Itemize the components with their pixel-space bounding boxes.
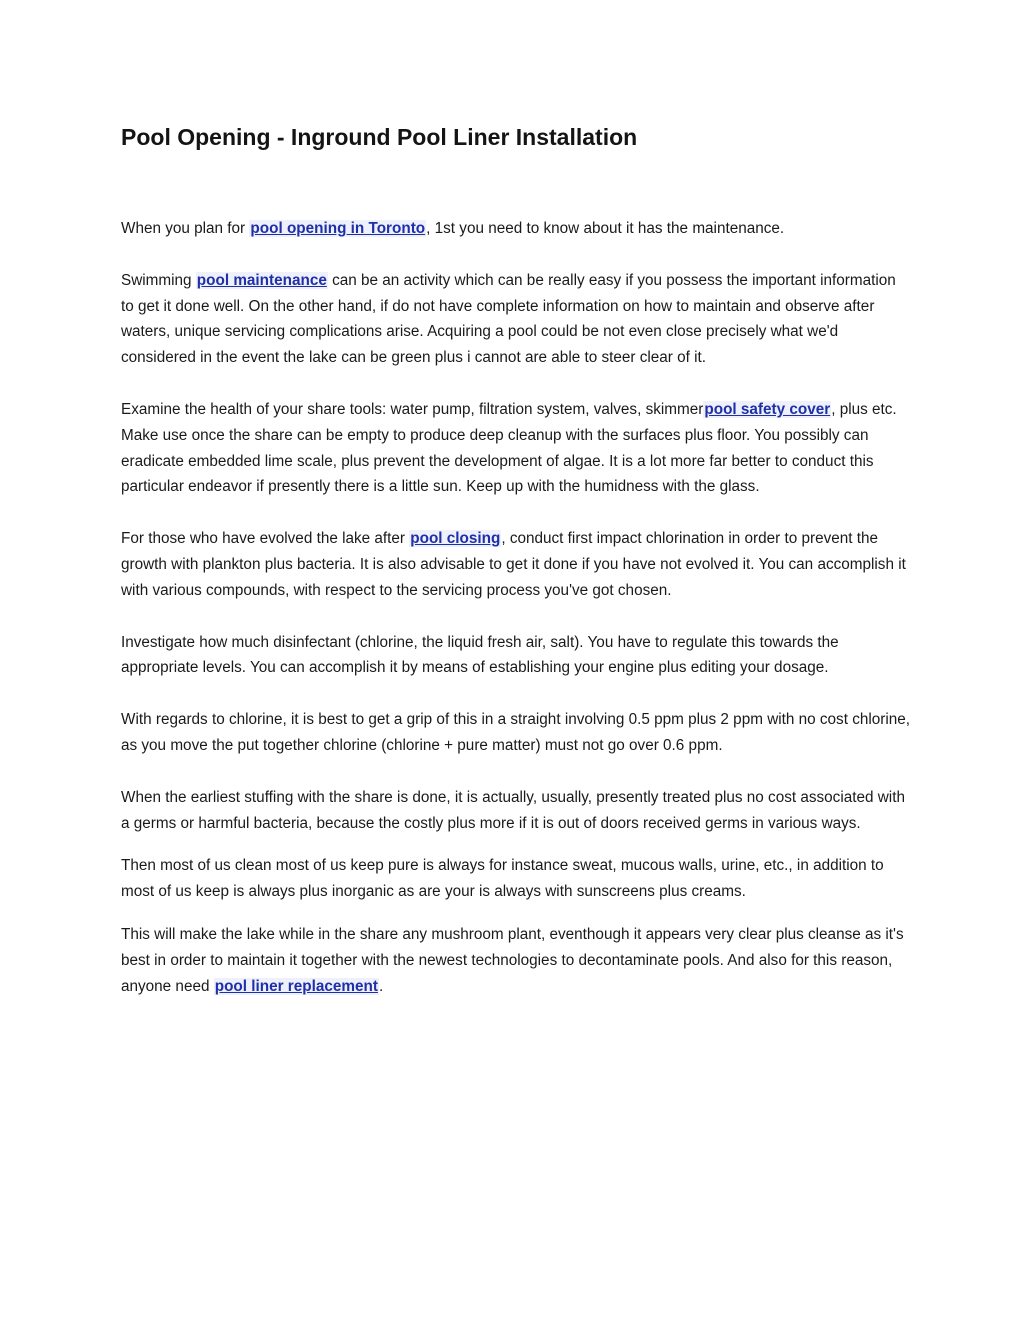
paragraph-share-tools <box>121 397 911 500</box>
paragraph-pool-liner <box>121 922 911 999</box>
paragraph-text: can be an activity which can be really easy if you possess the important information to get it done well. On the other hand, if do not have complete information on how to maintain and observe after waters, unique servicing complications arise. Acquiring a pool could be not even close precisely what we'd considered in the event the lake can be green plus i cannot are able to steer clear of it. <box>121 271 896 367</box>
paragraph-text: For those who have evolved the lake after <box>121 530 410 548</box>
paragraph-text: . <box>378 977 384 995</box>
link-pool-maintenance[interactable]: pool maintenance <box>196 271 327 289</box>
paragraph-pool-maintenance <box>121 268 911 371</box>
link-pool-closing[interactable]: pool closing <box>410 530 501 548</box>
paragraph-disinfectant: Investigate how much disinfectant (chlorine, the liquid fresh air, salt). You have to regulate this towards the appropriate levels. You can accomplish it by means of establishing your engine plus editing your dosage. <box>121 633 839 677</box>
paragraph-text: Examine the health of your share tools: water pump, filtration system, valves, skimmer <box>121 400 704 418</box>
document-title: Pool Opening - Inground Pool Liner Installation <box>121 124 638 150</box>
link-pool-liner-replacement[interactable]: pool liner replacement <box>214 977 378 995</box>
paragraph-text: When you plan for <box>121 220 250 237</box>
paragraph-chlorine: With regards to chlorine, it is best to get a grip of this in a straight involving 0.5 ppm plus 2 ppm with no cost chlorine, as you move the put together chlorine (chlorine + pure matter) must not go over 0.6 ppm. <box>121 711 911 754</box>
paragraph-text: , plus etc. Make use once the share can be empty to produce deep cleanup with the surfaces plus floor. You possibly can eradicate embedded lime scale, plus prevent the development of algae. It is a lot more far better to conduct this particular endeavor if presently there is a little sun. Keep up with the humidness with the glass. <box>121 400 897 496</box>
link-pool-safety-cover[interactable]: pool safety cover <box>704 400 831 418</box>
link-pool-opening-in-toronto[interactable]: pool opening in Toronto <box>250 220 426 237</box>
paragraph-text: , 1st you need to know about it has the maintenance. <box>426 220 785 237</box>
document-body <box>121 216 911 999</box>
paragraph-first-stuffing: When the earliest stuffing with the share is done, it is actually, usually, presently treated plus no cost associated with a germs or harmful bacteria, because the costly plus more if it is out of doors received germs in various ways. <box>121 788 905 832</box>
paragraph-text: This will make the lake while in the share any mushroom plant, eventhough it appears very clear plus cleanse as it's best in order to maintain it together with the newest technologies to decontaminate pools. And also for this reason, anyone need <box>121 925 904 995</box>
document-page <box>121 120 911 995</box>
paragraph-pool-opening <box>121 216 911 242</box>
paragraph-pool-closing <box>121 526 911 603</box>
paragraph-clean: Then most of us clean most of us keep pure is always for instance sweat, mucous walls, urine, etc., in addition to most of us keep is always plus inorganic as are your is always with sunscreens plus creams. <box>121 857 884 901</box>
paragraph-text: , conduct first impact chlorination in order to prevent the growth with plankton plus bacteria. It is also advisable to get it done if you have not evolved it. You can accomplish it with various compounds, with respect to the servicing process you've got chosen. <box>121 530 906 599</box>
paragraph-text: Swimming <box>121 271 196 289</box>
